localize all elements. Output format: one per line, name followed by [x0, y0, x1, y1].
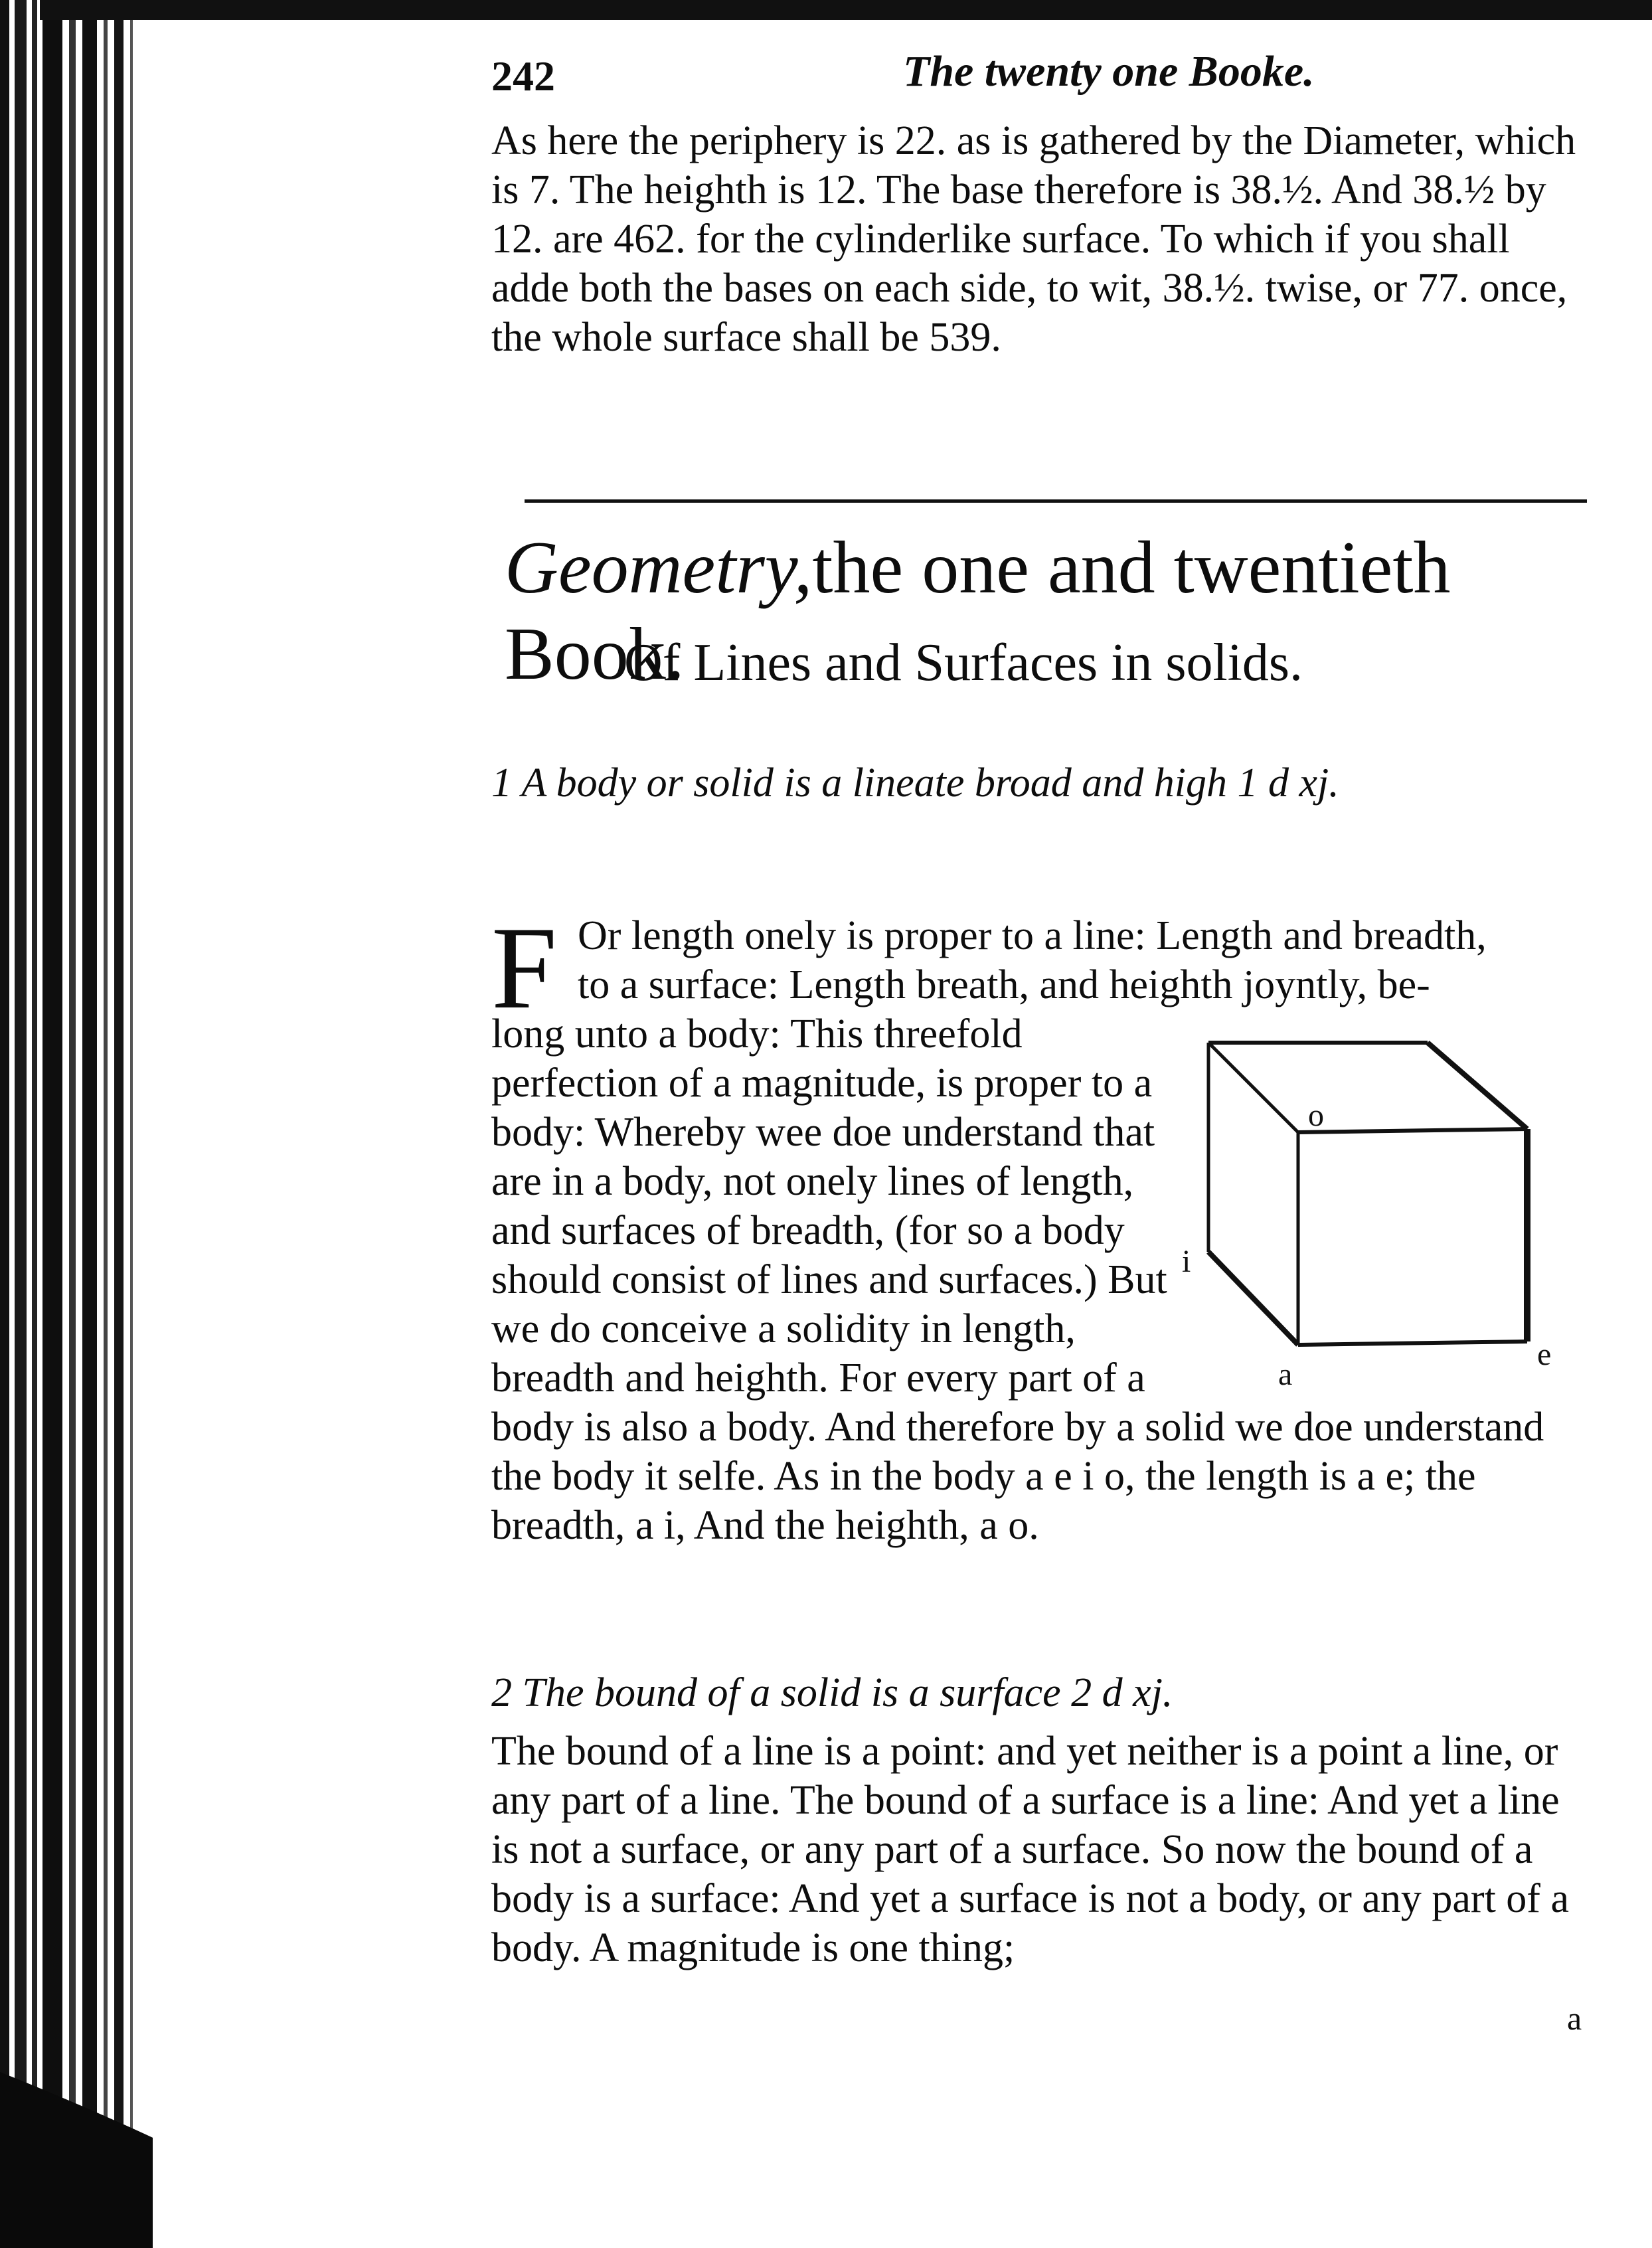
book-title-rest: the one and twentieth Book.: [505, 527, 1451, 695]
paragraph-bounds: The bound of a line is a point: and yet neither is a point a line, or any part of a line. The bound of a surface is a line: And yet a line is not a surface, or any part of a surface. So now the bound of a body is a surface: And yet a surface is not a body, or any part of a body. A magnitude is one thing;: [491, 1729, 1569, 1970]
body-line-1: Or length onely is proper to a line: Length and breadth,: [578, 913, 1487, 958]
cube-diagram: [1182, 1023, 1594, 1395]
binding-shadow: [0, 0, 153, 2248]
cube-label-o: o: [1308, 1098, 1324, 1133]
book-title-italic: Geometry,: [505, 527, 813, 609]
running-head: The twenty one Booke.: [903, 47, 1315, 96]
cube-label-a: a: [1278, 1357, 1293, 1392]
paragraph-cylinder-surface: As here the periphery is 22. as is gathered by the Diameter, which is 7. The heighth is 12. The base therefore is 38.½. And 38.½ by 12. are 462. for the cylinderlike surface. To which if you shall adde both the bases on each side, to wit, 38.½. twise, or 77. once, the whole surface shall be 539.: [491, 118, 1576, 360]
drop-cap: F: [491, 902, 557, 1033]
body-first-lines: [578, 911, 1580, 1009]
cube-label-e: e: [1537, 1337, 1552, 1372]
book-subtitle: Of Lines and Surfaces in solids.: [624, 634, 1303, 692]
body-text: long unto a body: This threefold perfection of a magnitude, is proper to a body: Whereby wee doe understand that are in a body, not onely lines of length, and surfaces of breadth, (for so a body should consist of lines and surfaces.) But we do conceive a solidity in length, breadth and heighth. For every part of a body is also a body. And therefore by a solid we doe understand the body it selfe. As in the body a e i o, the length is a e; the breadth, a i, And the heighth, a o.: [491, 1011, 1544, 1548]
body-line-2: to a surface: Length breath, and heighth joyntly, be-: [578, 962, 1430, 1007]
proposition-2: 2 The bound of a solid is a surface 2 d xj.: [491, 1670, 1173, 1715]
catchword: a: [1567, 2000, 1582, 2037]
page-header: [491, 40, 1587, 113]
cube-lines: [1208, 1043, 1527, 1345]
page-number: 242: [491, 52, 555, 100]
proposition-1: 1 A body or solid is a lineate broad and high 1 d xj.: [491, 760, 1339, 806]
section-divider: [525, 499, 1587, 503]
cube-label-i: i: [1182, 1244, 1191, 1279]
